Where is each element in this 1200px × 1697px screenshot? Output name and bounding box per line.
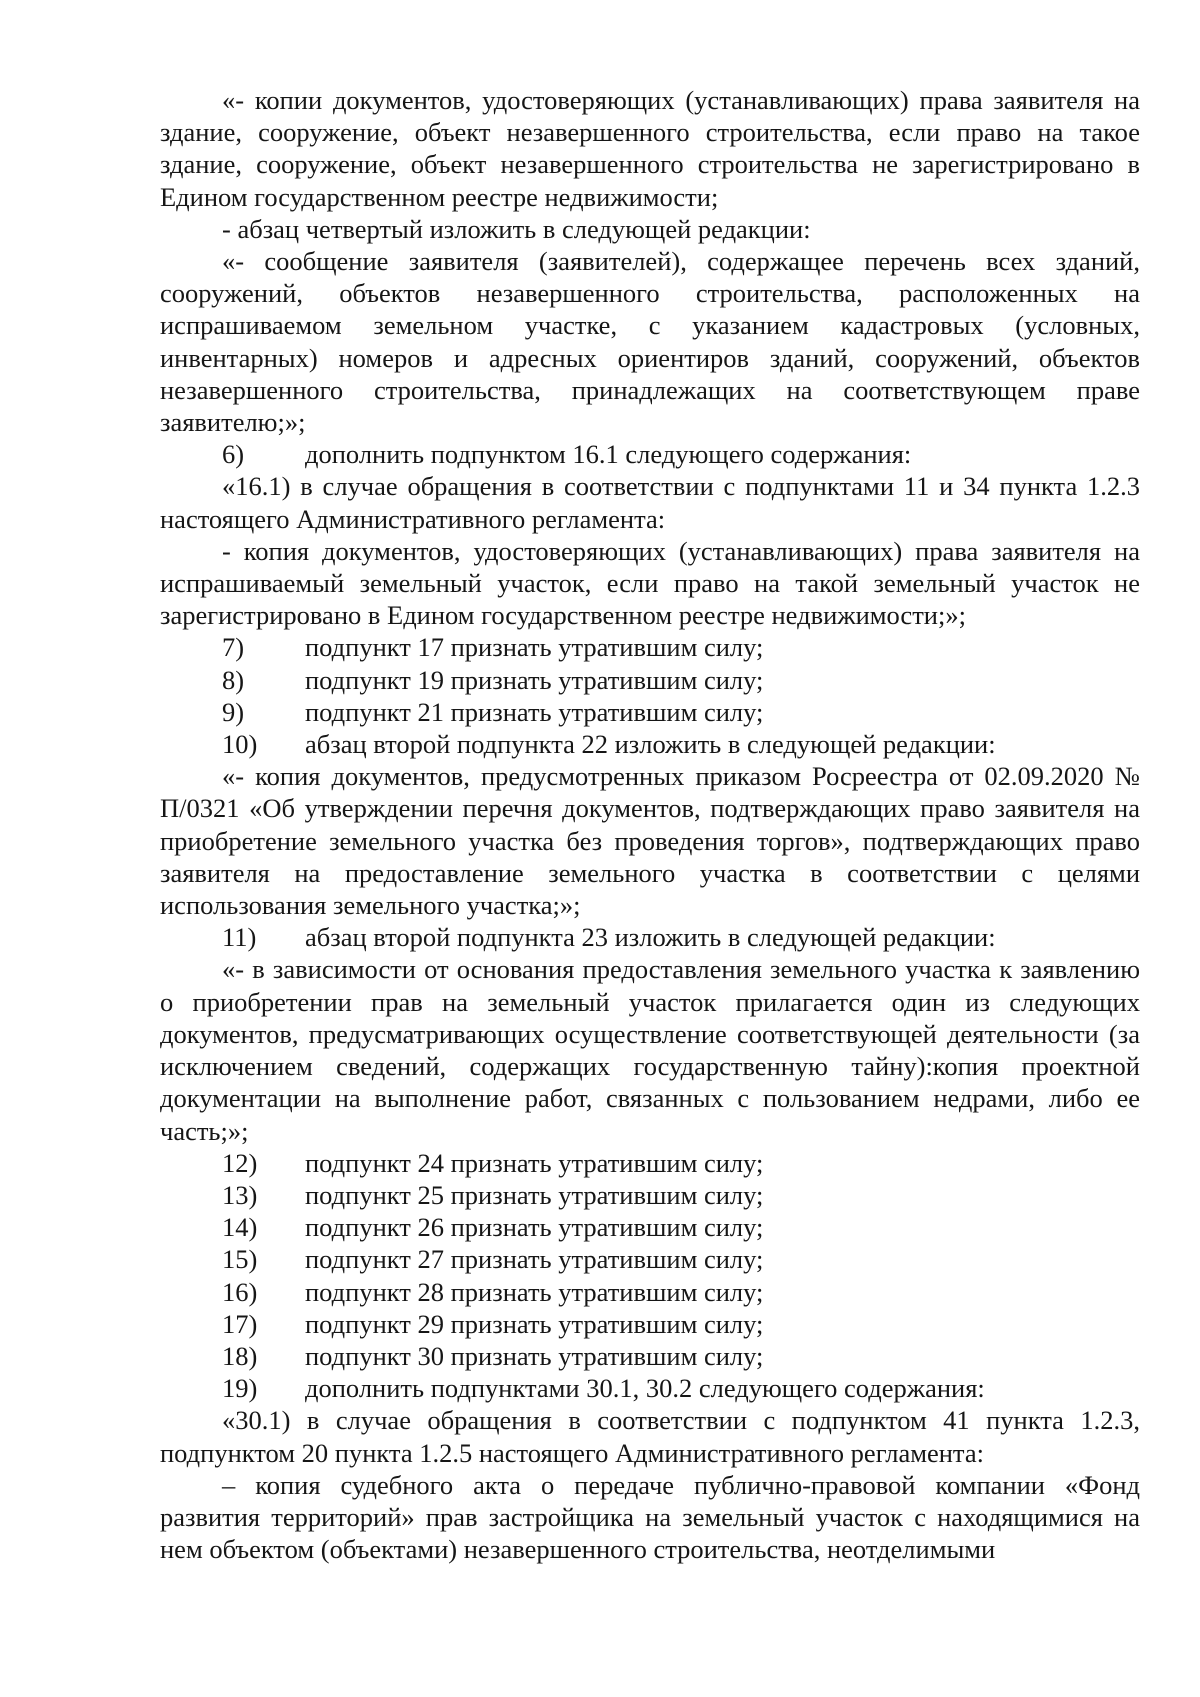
list-item-number: 17)	[222, 1308, 258, 1339]
list-item-text: подпункт 27 признать утратившим силу;	[305, 1244, 764, 1275]
list-item-number: 13)	[222, 1179, 258, 1210]
list-item	[160, 1147, 1140, 1179]
paragraph: - копия документов, удостоверяющих (устанавливающих) права заявителя на испрашиваемый земельный участок, если право на такой земельный участок не зарегистрировано в Едином государственном реестре недвижимости;»;	[160, 535, 1140, 631]
paragraph: «30.1) в случае обращения в соответствии с подпунктом 41 пункта 1.2.3, подпунктом 20 пункта 1.2.5 настоящего Административного регламента:	[160, 1405, 1140, 1468]
list-item	[160, 1243, 1140, 1275]
paragraph: – копия судебного акта о передаче публично-правовой компании «Фонд развития территорий» прав застройщика на земельный участок с находящимися на нем объектом (объектами) незавершенного строительства, неотделимыми	[160, 1469, 1140, 1565]
list-item-text: дополнить подпунктами 30.1, 30.2 следующего содержания:	[305, 1373, 985, 1404]
list-item-number: 12)	[222, 1147, 258, 1178]
list-item-text: подпункт 25 признать утратившим силу;	[305, 1179, 764, 1210]
list-item-number: 15)	[222, 1244, 258, 1275]
paragraph: «16.1) в случае обращения в соответствии с подпунктами 11 и 34 пункта 1.2.3 настоящего Административного регламента:	[160, 471, 1140, 534]
list-item-number: 18)	[222, 1340, 258, 1371]
list-item-text: подпункт 30 признать утратившим силу;	[305, 1340, 764, 1371]
list-item-text: абзац второй подпункта 23 изложить в следующей редакции:	[305, 922, 996, 953]
list-item-number: 11)	[222, 922, 257, 953]
paragraph: - абзац четвертый изложить в следующей редакции:	[222, 213, 811, 244]
list-item-text: подпункт 19 признать утратившим силу;	[305, 664, 764, 695]
list-item-number: 9)	[222, 696, 245, 727]
list-item-text: подпункт 21 признать утратившим силу;	[305, 696, 764, 727]
list-item-text: подпункт 26 признать утратившим силу;	[305, 1212, 764, 1243]
list-item	[160, 438, 1140, 470]
list-item-number: 19)	[222, 1373, 258, 1404]
list-item	[160, 921, 1140, 953]
list-item	[160, 728, 1140, 760]
list-item-text: подпункт 24 признать утратившим силу;	[305, 1147, 764, 1178]
list-item	[160, 1308, 1140, 1340]
list-item	[160, 1276, 1140, 1308]
paragraph: «- копии документов, удостоверяющих (устанавливающих) права заявителя на здание, сооружение, объект незавершенного строительства, если право на такое здание, сооружение, объект незавершенного строительства не зарегистрировано в Едином государственном реестре недвижимости;	[160, 85, 1140, 212]
list-item-number: 7)	[222, 632, 245, 663]
list-item	[160, 1372, 1140, 1404]
list-item-text: подпункт 29 признать утратившим силу;	[305, 1308, 764, 1339]
list-item-number: 16)	[222, 1276, 258, 1307]
document-page	[160, 84, 1140, 1565]
list-item	[160, 1179, 1140, 1211]
list-item	[160, 1211, 1140, 1243]
list-item-text: подпункт 17 признать утратившим силу;	[305, 632, 764, 663]
list-item	[160, 1340, 1140, 1372]
list-item	[160, 631, 1140, 663]
list-item	[160, 664, 1140, 696]
paragraph: «- копия документов, предусмотренных приказом Росреестра от 02.09.2020 № П/0321 «Об утверждении перечня документов, подтверждающих право заявителя на приобретение земельного участка без проведения торгов», подтверждающих право заявителя на предоставление земельного участка в соответствии с целями использования земельного участка;»;	[160, 761, 1140, 921]
list-item-number: 8)	[222, 664, 245, 695]
list-item-text: абзац второй подпункта 22 изложить в следующей редакции:	[305, 729, 996, 760]
paragraph: «- в зависимости от основания предоставления земельного участка к заявлению о приобретении прав на земельный участок прилагается один из следующих документов, предусматривающих осуществление соответствующей деятельности (за исключением сведений, содержащих государственную тайну):копия проектной документации на выполнение работ, связанных с пользованием недрами, либо ее часть;»;	[160, 954, 1140, 1146]
list-item-number: 14)	[222, 1212, 258, 1243]
list-item-text: подпункт 28 признать утратившим силу;	[305, 1276, 764, 1307]
list-item-number: 10)	[222, 729, 258, 760]
paragraph: «- сообщение заявителя (заявителей), содержащее перечень всех зданий, сооружений, объектов незавершенного строительства, расположенных на испрашиваемом земельном участке, с указанием кадастровых (условных, инвентарных) номеров и адресных ориентиров зданий, сооружений, объектов незавершенного строительства, принадлежащих на соответствующем праве заявителю;»;	[160, 246, 1140, 438]
list-item	[160, 696, 1140, 728]
list-item-number: 6)	[222, 439, 245, 470]
list-item-text: дополнить подпунктом 16.1 следующего содержания:	[305, 439, 912, 470]
